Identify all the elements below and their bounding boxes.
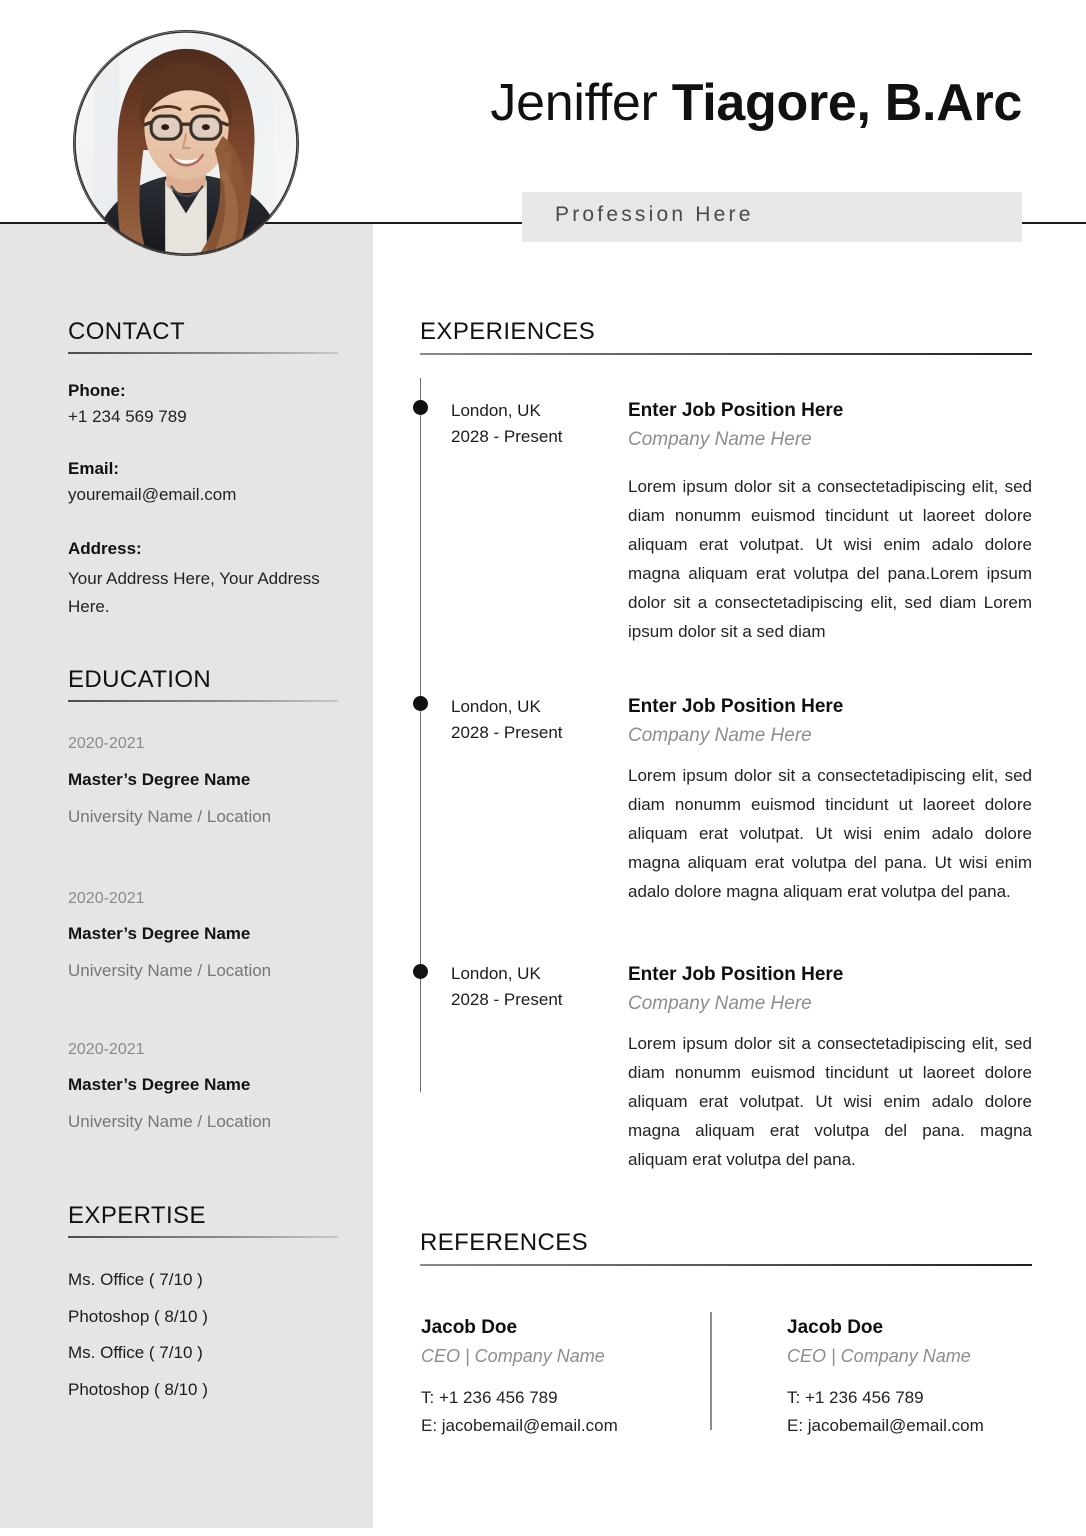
reference-contact [787, 1384, 984, 1440]
references-column-divider [710, 1312, 712, 1430]
reference-name: Jacob Doe [787, 1317, 884, 1338]
phone-value: +1 234 569 789 [68, 407, 187, 426]
name-first: Jeniffer [490, 74, 672, 132]
expertise-item: Ms. Office ( 7/10 ) [68, 1343, 203, 1362]
experience-company: Company Name Here [628, 725, 812, 746]
expertise-heading-rule [68, 1236, 338, 1238]
reference-email: E: jacobemail@email.com [787, 1416, 984, 1435]
contact-heading: CONTACT [68, 318, 186, 345]
expertise-item: Ms. Office ( 7/10 ) [68, 1270, 203, 1289]
reference-name: Jacob Doe [421, 1317, 518, 1338]
address-label: Address: [68, 539, 142, 558]
avatar [73, 30, 299, 256]
experiences-heading: EXPERIENCES [420, 318, 596, 345]
experience-timeline-line [420, 378, 421, 1092]
experience-location: London, UK [451, 697, 541, 716]
experience-job-title: Enter Job Position Here [628, 696, 844, 717]
references-heading: REFERENCES [420, 1229, 589, 1256]
reference-phone: T: +1 236 456 789 [421, 1388, 558, 1407]
education-heading-rule [68, 700, 338, 702]
education-degree: Master’s Degree Name [68, 924, 251, 943]
phone-label: Phone: [68, 381, 126, 400]
reference-role: CEO | Company Name [421, 1346, 605, 1366]
page-title [420, 72, 1022, 134]
expertise-item: Photoshop ( 8/10 ) [68, 1307, 208, 1326]
expertise-heading: EXPERTISE [68, 1202, 206, 1229]
experience-location-period [451, 961, 563, 1013]
education-degree: Master’s Degree Name [68, 1075, 251, 1094]
contact-heading-rule [68, 352, 338, 354]
references-heading-rule [420, 1264, 1032, 1266]
timeline-dot-icon [413, 400, 428, 415]
experience-location-period [451, 694, 563, 746]
reference-contact [421, 1384, 618, 1440]
education-year: 2020-2021 [68, 890, 145, 907]
education-year: 2020-2021 [68, 1041, 145, 1058]
profession-label: Profession Here [555, 203, 754, 226]
address-value: Your Address Here, Your Address Here. [68, 569, 320, 616]
experience-period: 2028 - Present [451, 427, 563, 446]
experiences-heading-rule [420, 353, 1032, 355]
timeline-dot-icon [413, 696, 428, 711]
expertise-item: Photoshop ( 8/10 ) [68, 1380, 208, 1399]
education-heading: EDUCATION [68, 666, 212, 693]
experience-description: Lorem ipsum dolor sit a consectetadipiscing elit, sed diam nonumm euismod tincidunt ut laoreet dolore aliquam erat volutpat. Ut wisi enim adalo dolore magna aliquam erat volutpa del pana. Ut wisi enim adalo dolore magna aliquam erat volutpa del pana. [628, 766, 1032, 901]
experience-job-title: Enter Job Position Here [628, 400, 844, 421]
reference-email: E: jacobemail@email.com [421, 1416, 618, 1435]
experience-description: Lorem ipsum dolor sit a consectetadipiscing elit, sed diam nonumm euismod tincidunt ut laoreet dolore aliquam erat volutpat. Ut wisi enim adalo dolore magna aliquam erat volutpa del pana. magna aliquam erat volutpa del pana. [628, 1034, 1032, 1169]
email-value: youremail@email.com [68, 485, 237, 504]
education-year: 2020-2021 [68, 735, 145, 752]
experience-description: Lorem ipsum dolor sit a consectetadipiscing elit, sed diam nonumm euismod tincidunt ut laoreet dolore aliquam erat volutpat. Ut wisi enim adalo dolore magna aliquam erat volutpa del pana.Lorem ipsum dolor sit a consectetadipiscing elit, sed diam Lorem ipsum dolor sit a sed diam [628, 477, 1032, 641]
experience-location-period [451, 398, 563, 450]
experience-company: Company Name Here [628, 993, 812, 1014]
education-university: University Name / Location [68, 961, 272, 980]
experience-location: London, UK [451, 964, 541, 983]
experience-period: 2028 - Present [451, 990, 563, 1009]
email-label: Email: [68, 459, 120, 478]
experience-job-title: Enter Job Position Here [628, 964, 844, 985]
portrait-photo-icon [74, 31, 298, 255]
timeline-dot-icon [413, 964, 428, 979]
experience-period: 2028 - Present [451, 723, 563, 742]
experience-location: London, UK [451, 401, 541, 420]
name-last: Tiagore, B.Arc [671, 74, 1022, 132]
reference-phone: T: +1 236 456 789 [787, 1388, 924, 1407]
education-university: University Name / Location [68, 807, 272, 826]
reference-role: CEO | Company Name [787, 1346, 971, 1366]
education-university: University Name / Location [68, 1112, 272, 1131]
experience-company: Company Name Here [628, 429, 812, 450]
education-degree: Master’s Degree Name [68, 770, 251, 789]
